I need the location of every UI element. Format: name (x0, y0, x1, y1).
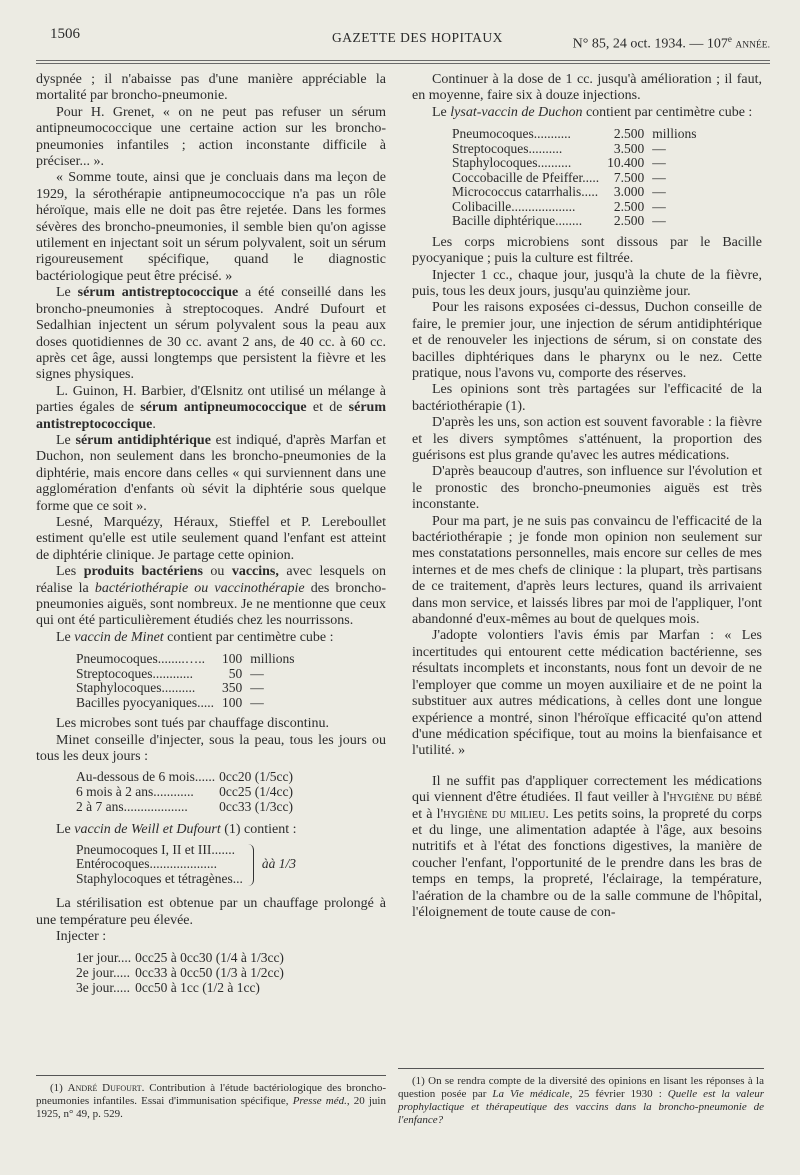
paragraph: Lesné, Marquézy, Héraux, Stieffel et P. Lereboullet estiment qu'elle est utile seulement quand l'enfant est atteint de diphtérie clinique. Je partage cette opinion. (36, 514, 386, 563)
paragraph: « Somme toute, ainsi que je concluais dans ma leçon de 1929, la sérothérapie antipneumococcique n'a pas un rôle héroïque, mais elle ne doit pas être rejetée. Dans les formes sévères des broncho-pneumonies, il semble bien qu'on agisse utilement en injectant soit un sérum polyvalent, soit un sérum rigoureusement spécifique, quand le diagnostic bactériologique peut être précisé. » (36, 170, 386, 284)
page-number: 1506 (50, 26, 80, 42)
weill-dose-table (76, 950, 288, 995)
paragraph: Les opinions sont très partagées sur l'efficacité de la bactériothérapie (1). (412, 382, 762, 414)
paragraph: Le sérum antidiphtérique est indiqué, d'après Marfan et Duchon, non seulement dans les broncho-pneumonies de la diphtérie, mais encore dans celles « qui surviennent dans une agglomération d'enfants où sévit la diphtérie sous quelque forme que ce soit ». (36, 432, 386, 514)
footnote-rule (36, 1075, 386, 1076)
weill-list (76, 843, 243, 887)
paragraph: Pour ma part, je ne suis pas convaincu de l'efficacité de la bactériothérapie ; je fonde mon opinion non seulement sur mes constatations personnelles, mais encore sur celles de mes internes et de mes chefs de clinique : la plupart, très partisans de ce traitement, d'après leurs lectures, quand ils arrivaient dans mon service, et laissés libres par moi de l'appliquer, l'ont abandonné d'eux-mêmes au bout de quelques mois. (412, 513, 762, 628)
paragraph: Minet conseille d'injecter, sous la peau, tous les jours ou tous les deux jours : (36, 732, 386, 765)
minet-dose-table (76, 769, 297, 814)
table-row: Streptocoques.......... 3.500 — (452, 140, 666, 156)
list-item: Staphylocoques et tétragènes... (76, 870, 243, 886)
paragraph: Le lysat-vaccin de Duchon contient par centimètre cube : (432, 104, 753, 120)
paragraph: Pour H. Grenet, « on ne peut pas refuser un sérum antipneumococcique une certaine action sur les broncho-pneumonies infantiles ; action inconstante difficile à préciser... ». (36, 104, 386, 170)
table-row: Staphylocoques.......... 10.400 — (452, 155, 666, 171)
paragraph: Il ne suffit pas d'appliquer correctement les médications qui viennent d'être étudiées. Il faut veiller à l'hygiène du bébé et à l'hygiène du milieu. Les petits soins, la propreté du corps et du linge, une alimentation adaptée à l'âge, aux besoins nutritifs et à l'état des fonctions digestives, la manière de coucher l'enfant, l'opportunité de le prendre dans les bras de temps en temps, la propreté, l'éclairage, la température, l'aération de la chambre ou de la salle commune de l'hôpital, l'éloignement de toute cause de con- (412, 773, 763, 920)
table-row: Streptocoques............ 50 — (76, 665, 264, 681)
paragraph: J'adopte volontiers l'avis émis par Marfan : « Les incertitudes qui entourent cette médication bactérienne, ses résultats incomplets et inconstants, nous font un devoir de ne l'employer que comme un moyen auxiliaire et de ne point la substituer aux autres médications, à celles dont une longue expérience a montré, sinon l'héroïque efficacité qu'on attend d'une médication spécifique, tout au moins la bienfaisance et l'utilité. » (412, 628, 762, 759)
right-column (412, 72, 762, 921)
header-rule-double (36, 63, 770, 64)
paragraph: Les produits bactériens ou vaccins, avec lesquels on réalise la bactériothérapie ou vaccinothérapie des broncho-pneumonies aiguës, sont nombreux. Je ne mentionne que ceux qui ont été particulièrement étudiés chez les nourrissons. (36, 564, 387, 629)
table-row: Colibacille................... 2.500 — (452, 198, 666, 214)
paragraph: Le vaccin de Minet contient par centimètre cube : (56, 629, 334, 645)
list-item: Entérocoques.................... (76, 856, 217, 872)
paragraph: Le vaccin de Weill et Dufourt (1) contient : (56, 822, 297, 838)
brace (247, 844, 254, 886)
minet-composition-table (76, 652, 294, 710)
paragraph: Le sérum antistreptococcique a été conseillé dans les broncho-pneumonies à streptocoques. André Dufourt et Sedalhian injectent un sérum polyvalent sous la peau aux doses quotidiennes de 30 cc. avant 2 ans, de 40 cc. à 60 cc. après cet âge, aussi longtemps que persistent la fièvre et les signes physiques. (36, 285, 386, 383)
table-row: Au-dessous de 6 mois...... 0cc20 (1/5cc) (76, 769, 293, 785)
table-row: Staphylocoques.......... 350 — (76, 680, 264, 696)
paragraph: D'après beaucoup d'autres, son influence sur l'évolution et le pronostic des broncho-pneumonies aiguës est très inconstante. (412, 464, 762, 513)
weill-composition (76, 843, 386, 887)
weill-quantity: àà 1/3 (261, 856, 296, 872)
table-row: Bacille diphtérique........ 2.500 — (452, 213, 666, 229)
paragraph: Continuer à la dose de 1 cc. jusqu'à amélioration ; il faut, en moyenne, faire six à douze injections. (412, 72, 762, 104)
footnote-left: (1) André Dufourt. Contribution à l'étude bactériologique des broncho-pneumonies infantiles. Essai d'immunisation spécifique, Presse méd., 20 juin 1925, n° 49, p. 529. (36, 1082, 386, 1120)
footnote-rule (398, 1068, 764, 1069)
footnote-right: (1) On se rendra compte de la diversité des opinions en lisant les réponses à la question posée par La Vie médicale, 25 février 1930 : Quelle est la valeur prophylactique et thérapeutique des vaccins dans la broncho-pneumonie de l'enfance? (398, 1075, 764, 1126)
paragraph: La stérilisation est obtenue par un chauffage prolongé à une température peu élevée. (36, 896, 386, 928)
table-row: Bacilles pyocyaniques..... 100 — (76, 694, 264, 710)
table-row: Pneumocoques........….. 100 millions (76, 651, 295, 667)
table-row: Pneumocoques........... 2.500 millions (452, 126, 697, 142)
table-row: Micrococcus catarrhalis..... 3.000 — (452, 184, 666, 200)
paragraph: dyspnée ; il n'abaisse pas d'une manière appréciable la mortalité par broncho-pneumonie. (36, 72, 386, 104)
duchon-composition-table (452, 127, 696, 229)
paragraph: L. Guinon, H. Barbier, d'Œlsnitz ont utilisé un mélange à parties égales de sérum antipneumococcique et de sérum antistreptococcique. (36, 383, 386, 432)
table-row: Coccobacille de Pfeiffer..... 7.500 — (452, 169, 666, 185)
left-column (36, 72, 386, 1003)
list-item: Pneumocoques I, II et III....... (76, 841, 235, 857)
table-row: 3e jour..... 0cc50 à 1cc (1/2 à 1cc) (76, 979, 260, 995)
table-row: 6 mois à 2 ans............ 0cc25 (1/4cc) (76, 784, 293, 800)
table-row: 1er jour.... 0cc25 à 0cc30 (1/4 à 1/3cc) (76, 949, 284, 965)
paragraph: Injecter 1 cc., chaque jour, jusqu'à la chute de la fièvre, puis, tous les deux jours, jusqu'au quinzième jour. (412, 267, 762, 299)
paragraph: D'après les uns, son action est souvent favorable : la fièvre et les divers symptômes s'atténuent, la proportion des guérisons est plus grande qu'avec les autres médications. (412, 415, 762, 463)
table-row: 2e jour..... 0cc33 à 0cc50 (1/3 à 1/2cc) (76, 964, 284, 980)
page-header (50, 26, 770, 52)
paragraph: Injecter : (56, 929, 107, 945)
paragraph: Pour les raisons exposées ci-dessus, Duchon conseille de faire, le premier jour, une injection de sérum antidiphtérique et de renouveler les injections de sérum, si on constate des bacilles diphtériques dans le pharynx ou le nez. Cette pratique, nous l'avons vu, comporte des réserves. (412, 300, 762, 381)
paragraph: Les corps microbiens sont dissous par le Bacille pyocyanique ; puis la culture est filtrée. (412, 234, 762, 267)
header-rule (36, 60, 770, 61)
paragraph: Les microbes sont tués par chauffage discontinu. (56, 716, 330, 732)
journal-title: GAZETTE DES HOPITAUX (332, 30, 503, 45)
table-row: 2 à 7 ans................... 0cc33 (1/3cc) (76, 799, 293, 815)
issue-line: N° 85, 24 oct. 1934. — 107e ANNÉE. (572, 34, 770, 52)
